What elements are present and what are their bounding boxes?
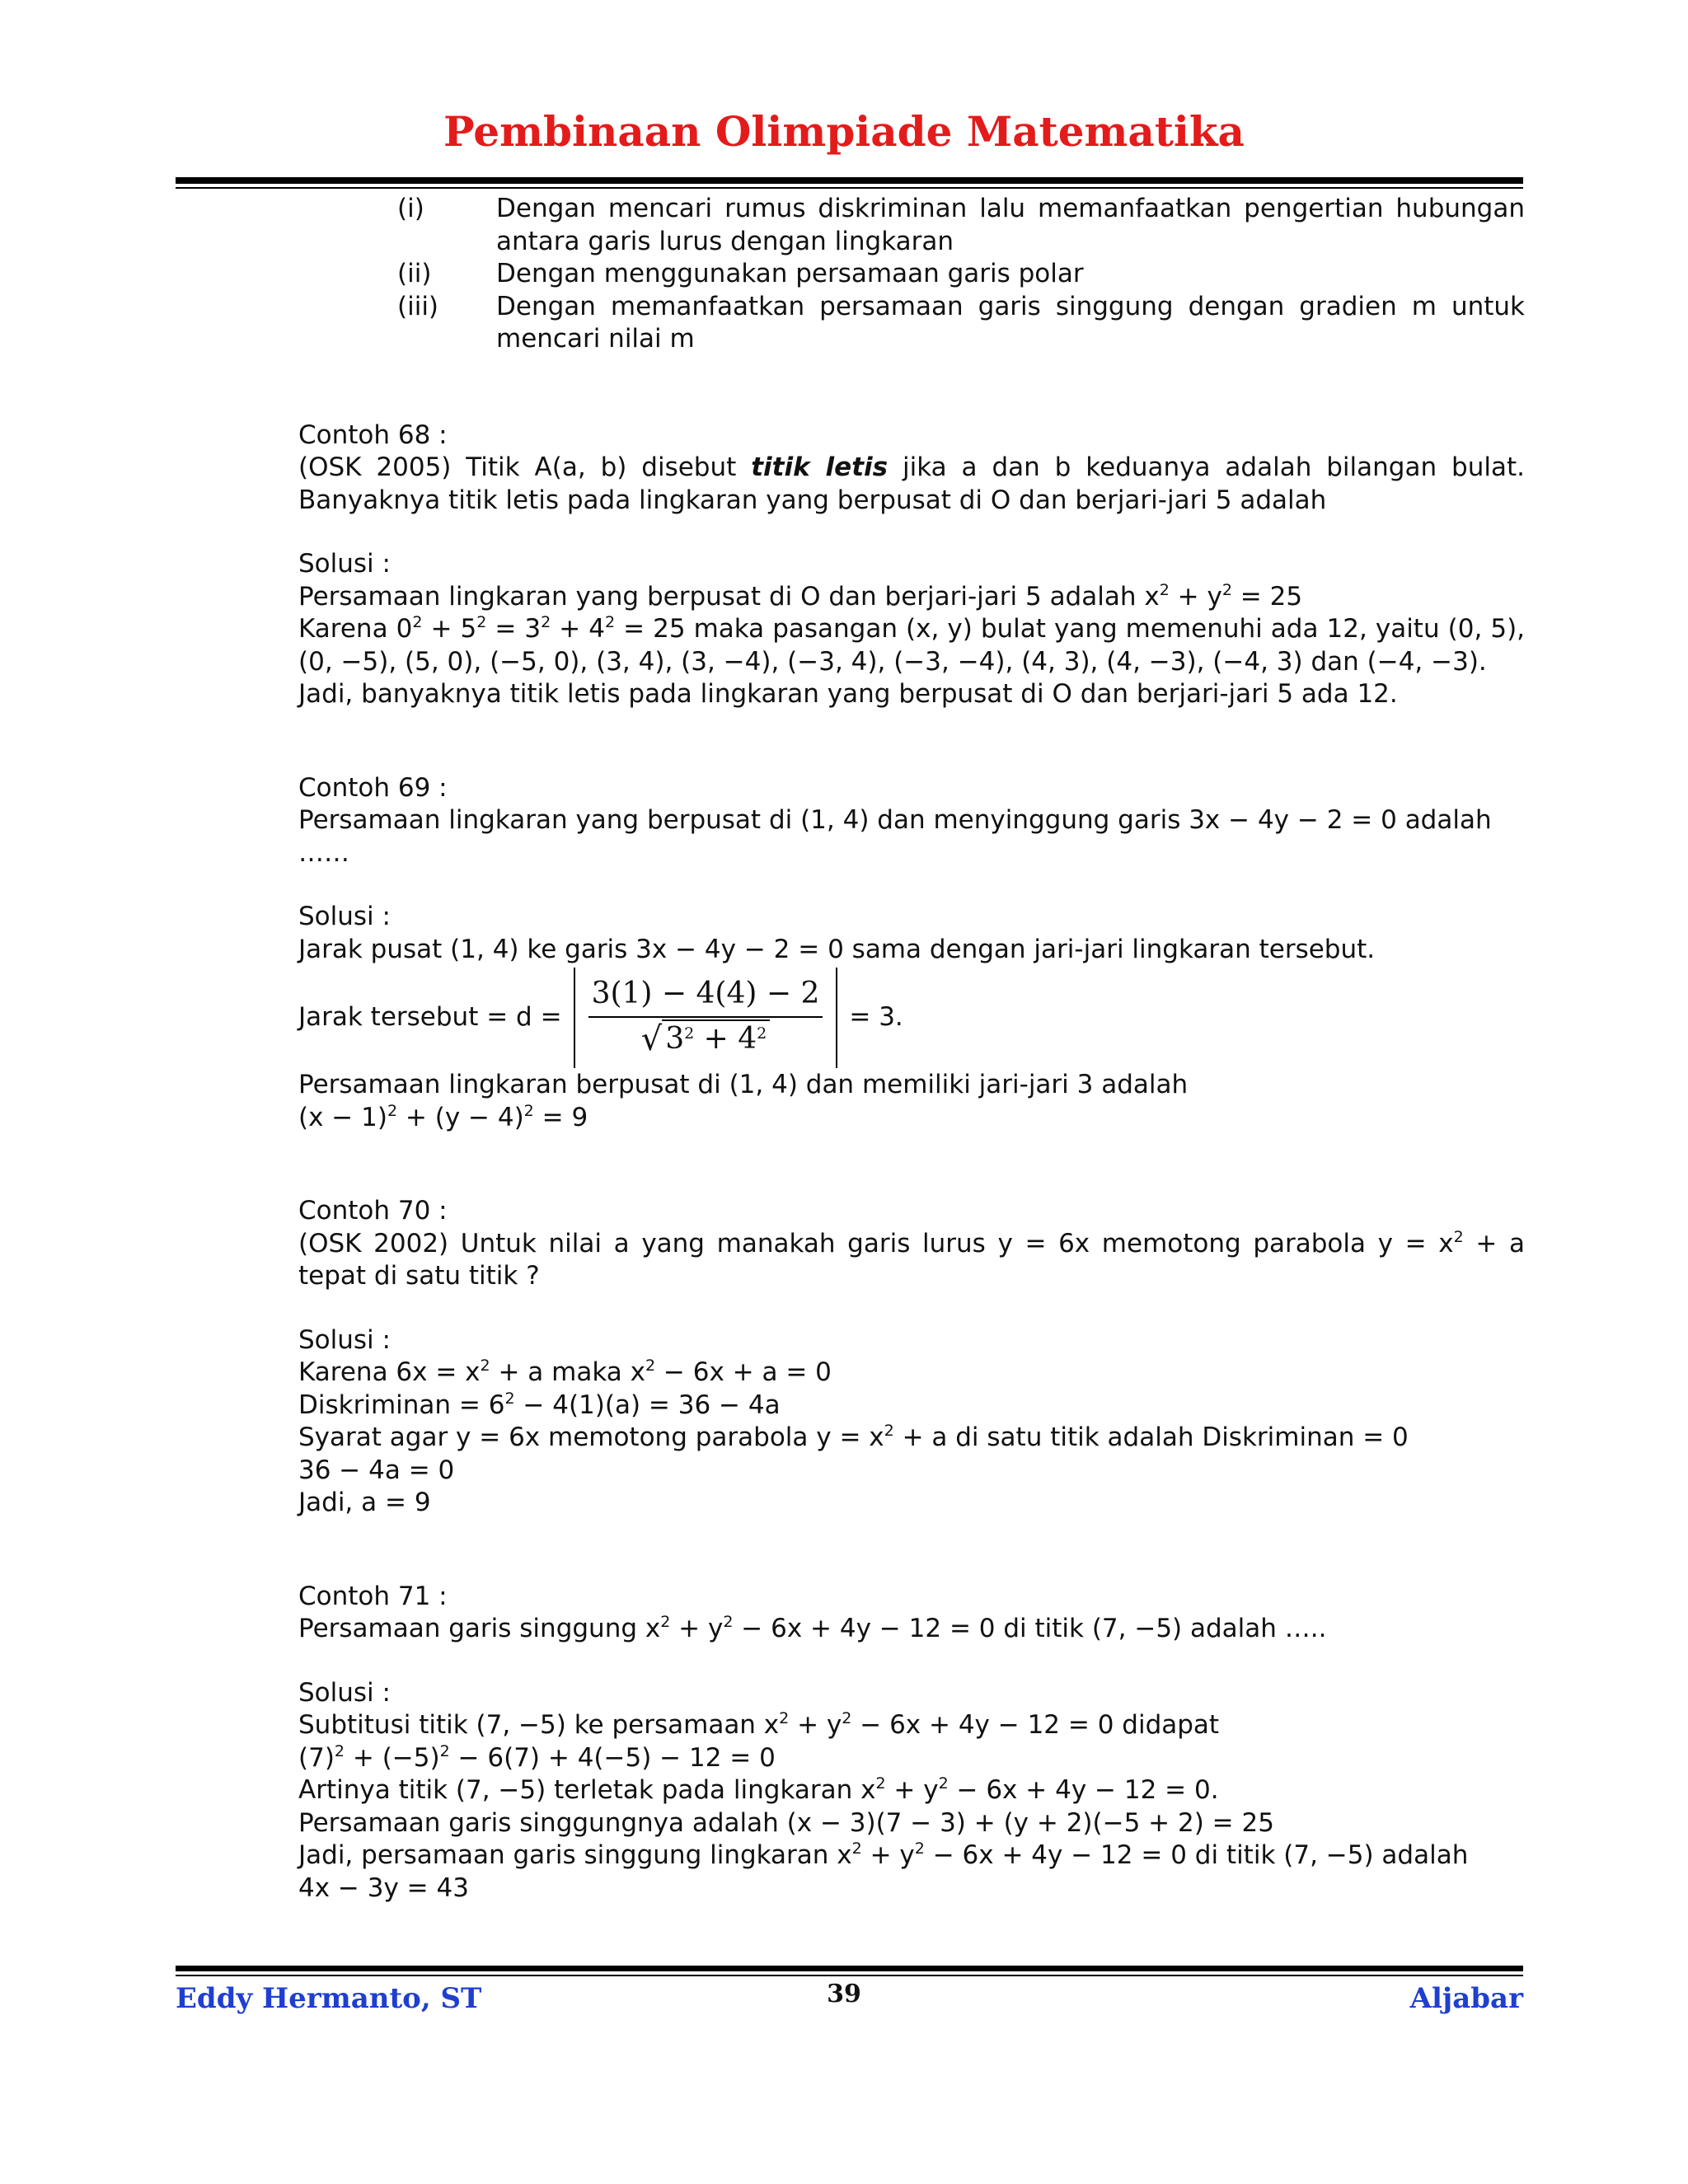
example-title: Contoh 69 : [298, 772, 448, 803]
list-num: (i) [397, 194, 424, 223]
absolute-fraction [574, 968, 838, 1068]
example-title: Contoh 71 : [298, 1581, 448, 1611]
list-num: (iii) [397, 291, 439, 321]
solution-line: Subtitusi titik (7, −5) ke persamaan $x^2 + y^2 - 6x + 4y - 12 = 0$ didapat [298, 1709, 1220, 1740]
solution-line: Jadi, a = 9 [298, 1488, 431, 1517]
list-item [298, 291, 1525, 356]
footer-rule-thin [176, 1975, 1523, 1976]
example-71 [298, 1581, 1525, 1905]
solution-line: Jadi, persamaan garis singgung lingkaran $x^2 + y^2 - 6x + 4y - 12 = 0$ di titik (7, −5) adalah [298, 1840, 1469, 1870]
method-list [298, 193, 1525, 356]
example-question: Persamaan lingkaran yang berpusat di (1, 4) dan menyinggung garis 3x − 4y − 2 = 0 adalah …… [298, 805, 1492, 868]
example-68 [298, 419, 1525, 711]
list-item [298, 193, 1525, 258]
solution-label: Solusi : [298, 902, 391, 931]
footer-subject: Aljabar [1409, 1982, 1523, 2015]
footer-rule-thick [176, 1966, 1523, 1971]
formula-result: = 3. [849, 1001, 903, 1032]
list-text: Dengan menggunakan persamaan garis polar [496, 259, 1084, 288]
example-title: Contoh 68 : [298, 419, 448, 450]
header-rule-thin [176, 187, 1523, 189]
footer-author: Eddy Hermanto, ST [176, 1982, 482, 2015]
solution-line: Artinya titik (7, −5) terletak pada lingkaran $x^2 + y^2 - 6x + 4y - 12 = 0$. [298, 1774, 1219, 1805]
fraction-numerator: 3(1) − 4(4) − 2 [588, 973, 823, 1018]
solution-line: Karena $6x = x^2 + a$ maka $x^2 - 6x + a = 0$ [298, 1357, 832, 1387]
solution-line: Syarat agar y = 6x memotong parabola $y = x^2 + a$ di satu titik adalah Diskriminan = 0 [298, 1422, 1409, 1452]
header-rule-thick [176, 177, 1523, 184]
solution-line: $(x - 1)^2 + (y - 4)^2 = 9$ [298, 1101, 588, 1132]
example-question: Persamaan garis singgung $x^2 + y^2 - 6x + 4y - 12 = 0$ di titik (7, −5) adalah ….. [298, 1613, 1327, 1643]
solution-line: $(7)^2 + (-5)^2 - 6(7) + 4(-5) - 12 = 0$ [298, 1741, 776, 1773]
solution-line: Karena $0^2 + 5^2 = 3^2 + 4^2 = 25$ maka pasangan (x, y) bulat yang memenuhi ada 12, yaitu (0, 5), (0, −5), (5, 0), (−5, 0), (3, 4), (3, −4), (−3, 4), (−3, −4), (4, 3), (4, −3), (−4, 3) dan (−4, −3). [298, 613, 1526, 677]
list-text: Dengan mencari rumus diskriminan lalu memanfaatkan pengertian hubungan antara garis lurus dengan lingkaran [496, 194, 1525, 256]
solution-line: Jadi, banyaknya titik letis pada lingkaran yang berpusat di O dan berjari-jari 5 ada 12. [298, 679, 1398, 709]
solution-label: Solusi : [298, 1324, 391, 1355]
solution-line: Persamaan lingkaran yang berpusat di O dan berjari-jari 5 adalah $x^2 + y^2 = 25$ [298, 580, 1303, 612]
solution-line: Persamaan garis singgungnya adalah (x − 3)(7 − 3) + (y + 2)(−5 + 2) = 25 [298, 1807, 1274, 1838]
page-content [298, 193, 1525, 1905]
example-69 [298, 772, 1525, 1135]
list-text: Dengan memanfaatkan persamaan garis singgung dengan gradien m untuk mencari nilai m [496, 291, 1525, 354]
solution-line: Jarak pusat (1, 4) ke garis 3x − 4y − 2 = 0 sama dengan jari-jari lingkaran tersebut. [298, 934, 1376, 964]
footer-page-number: 39 [827, 1980, 861, 2008]
fraction-denominator [641, 1018, 771, 1062]
solution-line: 36 − 4a = 0 [298, 1455, 455, 1485]
sqrt-symbol: √ $3^2 + 4^2$ [641, 1019, 771, 1057]
distance-formula [298, 966, 1525, 1069]
page-title: Pembinaan Olimpiade Matematika [443, 107, 1245, 156]
list-num: (ii) [397, 259, 432, 288]
solution-line: Persamaan lingkaran berpusat di (1, 4) dan memiliki jari-jari 3 adalah [298, 1070, 1189, 1099]
solution-label: Solusi : [298, 549, 391, 579]
formula-label: Jarak tersebut = d = [298, 1001, 562, 1032]
solution-line: 4x − 3y = 43 [298, 1872, 469, 1903]
solution-label: Solusi : [298, 1677, 391, 1708]
solution-line: Diskriminan = $6^2 - 4(1)(a) = 36 - 4a$ [298, 1389, 781, 1420]
list-item [298, 258, 1525, 291]
example-title: Contoh 70 : [298, 1196, 448, 1226]
example-70 [298, 1195, 1525, 1520]
example-question: (OSK 2002) Untuk nilai a yang manakah garis lurus y = 6x memotong parabola $y = x^2 + a$ tepat di satu titik ? [298, 1227, 1525, 1291]
example-question: (OSK 2005) Titik A(a, b) disebut titik letis jika a dan b keduanya adalah bilangan bulat. Banyaknya titik letis pada lingkaran yang berpusat di O dan berjari-jari 5 adalah [298, 452, 1525, 515]
